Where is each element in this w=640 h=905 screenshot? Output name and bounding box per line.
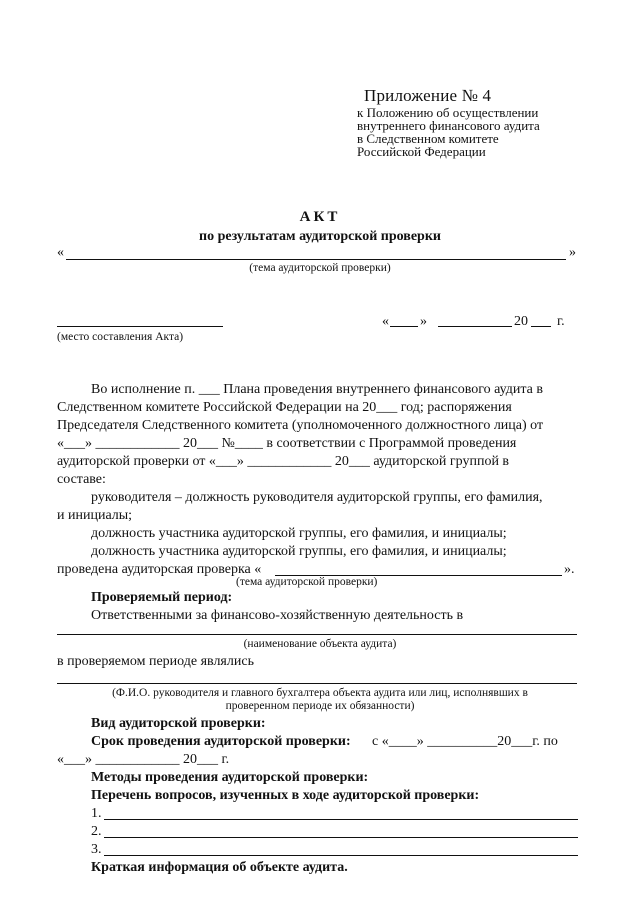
list-item-number: 2. [91,824,102,839]
list-item-fill-line [104,837,578,838]
member-line: должность участника аудиторской группы, его фамилия, и инициалы; [91,544,507,559]
member-line: должность участника аудиторской группы, его фамилия, и инициалы; [91,526,507,541]
date-close-quote: » [420,314,427,329]
conducted-prefix: проведена аудиторская проверка « [57,562,262,577]
conducted-suffix: ». [564,562,575,577]
responsible-text: Ответственными за финансово-хозяйственную деятельность в [91,608,464,623]
leader-line: и инициалы; [57,508,133,523]
date-open-quote: « [382,314,389,329]
appendix-line: внутреннего финансового аудита [357,118,540,133]
theme-close-quote: » [569,245,576,260]
questions-heading: Перечень вопросов, изученных в ходе аудиторской проверки: [91,788,480,803]
theme-fill-line [66,259,566,260]
date-month-line [438,326,512,327]
object-caption: (наименование объекта аудита) [243,638,397,650]
in-period-text: в проверяемом периоде являлись [57,654,254,669]
list-item-fill-line [104,819,578,820]
date-day-line [390,326,418,327]
period-heading: Проверяемый период: [91,590,233,605]
date-year-line [531,326,551,327]
fio-fill-line [57,683,577,684]
paragraph-line: Следственном комитете Российской Федерации на 20___ год; распоряжения [57,400,512,415]
place-caption: (место составления Акта) [57,331,184,343]
appendix-line: к Положению об осуществлении [357,105,539,120]
list-item-number: 1. [91,806,102,821]
term-from: с «____» __________20___г. по [372,734,558,749]
list-item-fill-line [104,855,578,856]
date-year-suffix: г. [557,314,565,329]
act-title: АКТ [299,209,341,225]
fio-caption: проверенном периоде их обязанности) [225,700,415,712]
list-item-number: 3. [91,842,102,857]
theme-open-quote: « [57,245,64,260]
theme-caption: (тема аудиторской проверки) [249,262,391,274]
act-subtitle: по результатам аудиторской проверки [199,229,441,244]
paragraph-line: составе: [57,472,106,487]
date-year-prefix: 20 [514,314,528,329]
paragraph-line: Во исполнение п. ___ Плана проведения внутреннего финансового аудита в [91,382,543,397]
appendix-line: Российской Федерации [357,144,486,159]
term-heading: Срок проведения аудиторской проверки: [91,734,351,749]
leader-line: руководителя – должность руководителя аудиторской группы, его фамилия, [91,490,543,505]
paragraph-line: «___» ____________ 20___ №____ в соответствии с Программой проведения [57,436,517,451]
paragraph-line: Председателя Следственного комитета (уполномоченного должностного лица) от [57,418,544,433]
fio-caption: (Ф.И.О. руководителя и главного бухгалтера объекта аудита или лиц, исполнявших в [112,687,528,699]
object-fill-line [57,634,577,635]
appendix-title: Приложение № 4 [364,86,492,105]
term-to: «___» ____________ 20___ г. [57,752,230,767]
paragraph-line: аудиторской проверки от «___» ____________ 20___ аудиторской группой в [57,454,510,469]
methods-heading: Методы проведения аудиторской проверки: [91,770,369,785]
appendix-line: в Следственном комитете [357,131,499,146]
theme-caption-2: (тема аудиторской проверки) [236,576,378,588]
type-heading: Вид аудиторской проверки: [91,716,266,731]
place-fill-line [57,326,223,327]
brief-heading: Краткая информация об объекте аудита. [91,860,348,875]
